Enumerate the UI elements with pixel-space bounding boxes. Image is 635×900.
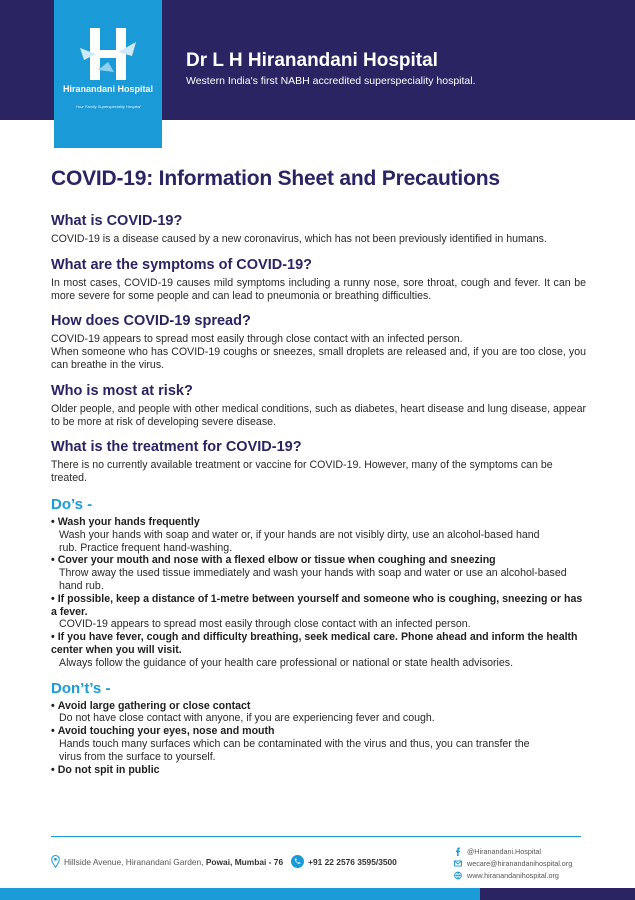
logo-tagline: Your Family Superspeciality Hospital [75,104,141,109]
list-item [51,631,586,669]
bullet-title: • If possible, keep a distance of 1-metre between yourself and someone who is coughing, sneezing or has a fever. [51,593,586,619]
bullet-body: Wash your hands with soap and water or, if your hands are not visibly dirty, use an alcohol-based hand rub. Practice frequent hand-washing. [59,528,540,554]
facebook-row[interactable] [454,845,572,857]
section-text: COVID-19 appears to spread most easily through close contact with an infected person. [51,333,463,346]
footer-address: Hillside Avenue, Hiranandani Garden, [64,856,204,867]
section-heading: Who is most at risk? [51,382,193,399]
content-body [51,212,586,785]
hospital-name: Dr L H Hiranandani Hospital [186,50,438,71]
section-risk [51,382,586,429]
hospital-tagline: Western India's first NABH accredited superspeciality hospital. [186,75,476,87]
bullet-body: Do not have close contact with anyone, if you are experiencing fever and cough. [59,712,435,725]
header-banner [0,0,635,120]
email-address: wecare@hiranandanihospital.org [467,858,573,868]
section-spread [51,312,586,371]
bullet-title: • Avoid touching your eyes, nose and mouth [51,725,586,738]
bullet-title: • If you have fever, cough and difficulty breathing, seek medical care. Phone ahead and inform the health center when you will visit. [51,631,586,657]
list-item [51,516,586,554]
footer-links [454,845,572,881]
section-text: Older people, and people with other medical conditions, such as diabetes, heart disease and lung disease, appear to be more at risk of developing severe disease. [51,402,586,428]
facebook-handle: @Hiranandani.Hospital [467,846,542,856]
list-item [51,554,586,592]
list-item [51,593,586,631]
section-text: COVID-19 is a disease caused by a new coronavirus, which has not been previously identified in humans. [51,233,547,245]
list-item [51,700,586,726]
website-row[interactable] [454,869,572,881]
section-heading: What are the symptoms of COVID-19? [51,256,313,273]
bullet-body: Throw away the used tissue immediately and wash your hands with soap and water or use an alcohol-based hand rub. [59,567,567,592]
bullet-body: COVID-19 appears to spread most easily through close contact with an infected person. [59,618,471,631]
section-heading: How does COVID-19 spread? [51,313,251,330]
page-title: COVID-19: Information Sheet and Precautions [51,167,500,190]
section-treatment [51,438,586,485]
section-heading: What is the treatment for COVID-19? [51,439,302,456]
email-row[interactable] [454,857,572,869]
facebook-icon [454,847,462,856]
phone-icon [291,855,304,868]
email-icon [454,859,462,868]
hospital-logo [54,0,162,148]
dos-list [51,516,586,670]
donts-heading: Don’t’s - [51,679,111,697]
section-what-is [51,212,586,246]
footer-divider [51,836,581,837]
globe-icon [454,871,462,880]
list-item [51,764,586,777]
bullet-body: Hands touch many surfaces which can be contaminated with the virus and thus, you can transfer the virus from the surface to yourself. [59,737,530,763]
footer-phone: +91 22 2576 3595/3500 [308,856,397,867]
bullet-title: • Do not spit in public [51,764,586,777]
logo-h-mark-icon [78,26,138,82]
footer-contact [51,855,397,868]
section-text: In most cases, COVID-19 causes mild symptoms including a runny nose, sore throat, cough and fever. It can be more severe for some people and can lead to pneumonia or breathing difficulties. [51,276,586,302]
section-heading: What is COVID-19? [51,213,183,229]
bullet-title: • Cover your mouth and nose with a flexed elbow or tissue when coughing and sneezing [51,554,586,567]
section-text-2: When someone who has COVID-19 coughs or sneezes, small droplets are released and, if you are too close, you can breathe in the virus. [51,346,586,371]
footer-address-city: Powai, Mumbai - 76 [205,856,284,867]
donts-list [51,700,586,777]
location-pin-icon [51,855,60,868]
bullet-title: • Wash your hands frequently [51,516,586,529]
list-item [51,725,586,763]
bullet-title: • Avoid large gathering or close contact [51,700,586,713]
footer-bar-accent [0,888,480,900]
dos-heading: Do’s - [51,495,93,513]
logo-name: Hiranandani Hospital [62,84,153,94]
website-url: www.hiranandanihospital.org [467,870,559,880]
bullet-body: Always follow the guidance of your health care professional or national or state health advisories. [59,656,514,669]
section-symptoms [51,256,586,303]
section-text: There is no currently available treatment or vaccine for COVID-19. However, many of the symptoms can be treated. [51,459,553,485]
